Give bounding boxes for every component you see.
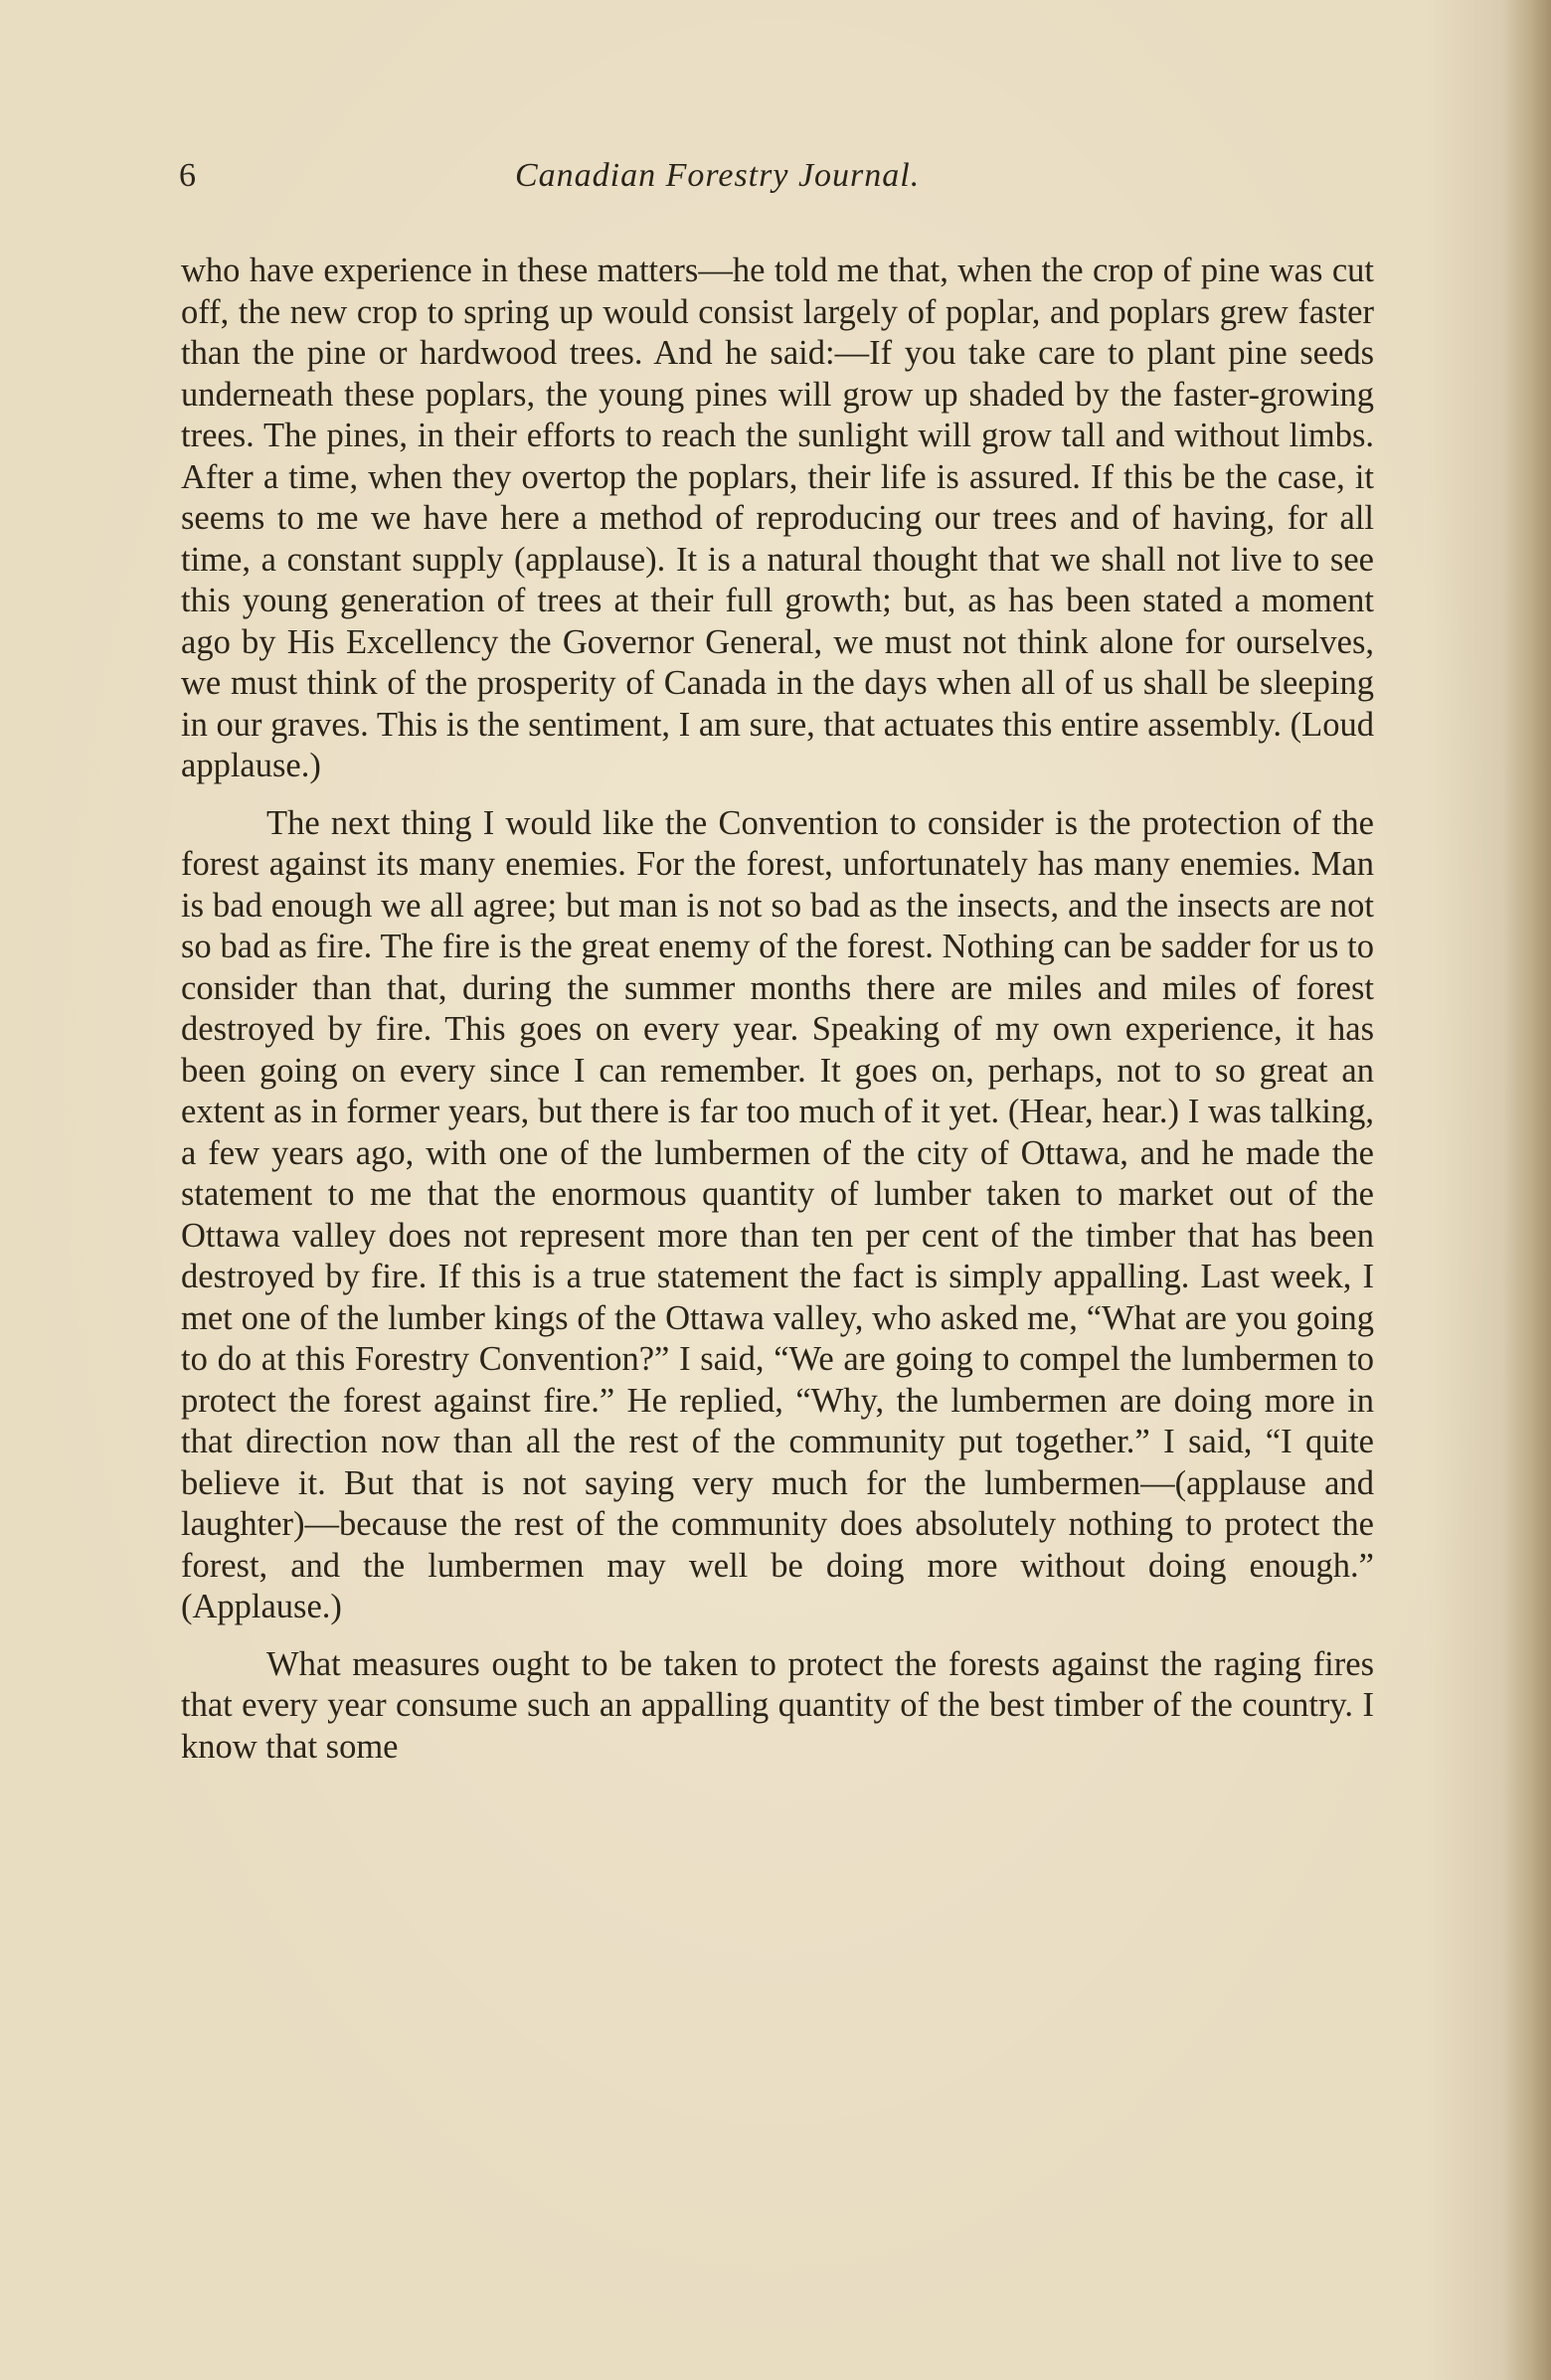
paragraph-forest-enemies: The next thing I would like the Convention to consider is the protection of the forest against its many enemies. For the forest, unfortunately has many enemies. Man is bad enough we all agree; but man is not so bad as the insects, and the insects are not so bad as fire. The fire is the great enemy of the forest. Nothing can be sadder for us to consider than that, during the summer months there are miles and miles of forest destroyed by fire. This goes on every year. Speaking of my own experience, it has been going on every since I can remember. It goes on, perhaps, not to so great an extent as in former years, but there is far too much of it yet. (Hear, hear.) I was talking, a few years ago, with one of the lumbermen of the city of Ottawa, and he made the statement to me that the enormous quantity of lumber taken to market out of the Ottawa valley does not represent more than ten per cent of the timber that has been destroyed by fire. If this is a true statement the fact is simply appalling. Last week, I met one of the lumber kings of the Ottawa valley, who asked me, “What are you going to do at this Forestry Convention?” I said, “We are going to compel the lumbermen to protect the forest against fire.” He replied, “Why, the lumbermen are doing more in that direction now than all the rest of the community put together.” I said, “I quite believe it. But that is not saying very much for the lumbermen—(applause and laughter)—because the rest of the community does absolutely nothing to protect the forest, and the lumbermen may well be doing more without doing enough.” (Applause.) [181, 803, 1374, 1625]
page-header [179, 157, 1372, 213]
page-edge-shadow [1503, 0, 1551, 2380]
paragraph-continued: who have experience in these matters—he told me that, when the crop of pine was cut off, the new crop to spring up would consist largely of poplar, and poplars grew faster than the pine or hardwood trees. And he said:—If you take care to plant pine seeds underneath these poplars, the young pines will grow up shaded by the faster-growing trees. The pines, in their efforts to reach the sunlight will grow tall and without limbs. After a time, when they overtop the poplars, their life is assured. If this be the case, it seems to me we have here a method of reproducing our trees and of having, for all time, a constant supply (applause). It is a natural thought that we shall not live to see this young generation of trees at their full growth; but, as has been stated a moment ago by His Excellency the Governor General, we must not think alone for ourselves, we must think of the prosperity of Canada in the days when all of us shall be sleeping in our graves. This is the sentiment, I am sure, that actuates this entire assembly. (Loud applause.) [181, 252, 1374, 784]
running-title: Canadian Forestry Journal. [515, 157, 921, 194]
page-number: 6 [179, 157, 196, 194]
paragraph-fire-measures: What measures ought to be taken to protect the forests against the raging fires that every year consume such an appalling quantity of the best timber of the country. I know that some [181, 1644, 1374, 1766]
body-text [181, 251, 1374, 1768]
